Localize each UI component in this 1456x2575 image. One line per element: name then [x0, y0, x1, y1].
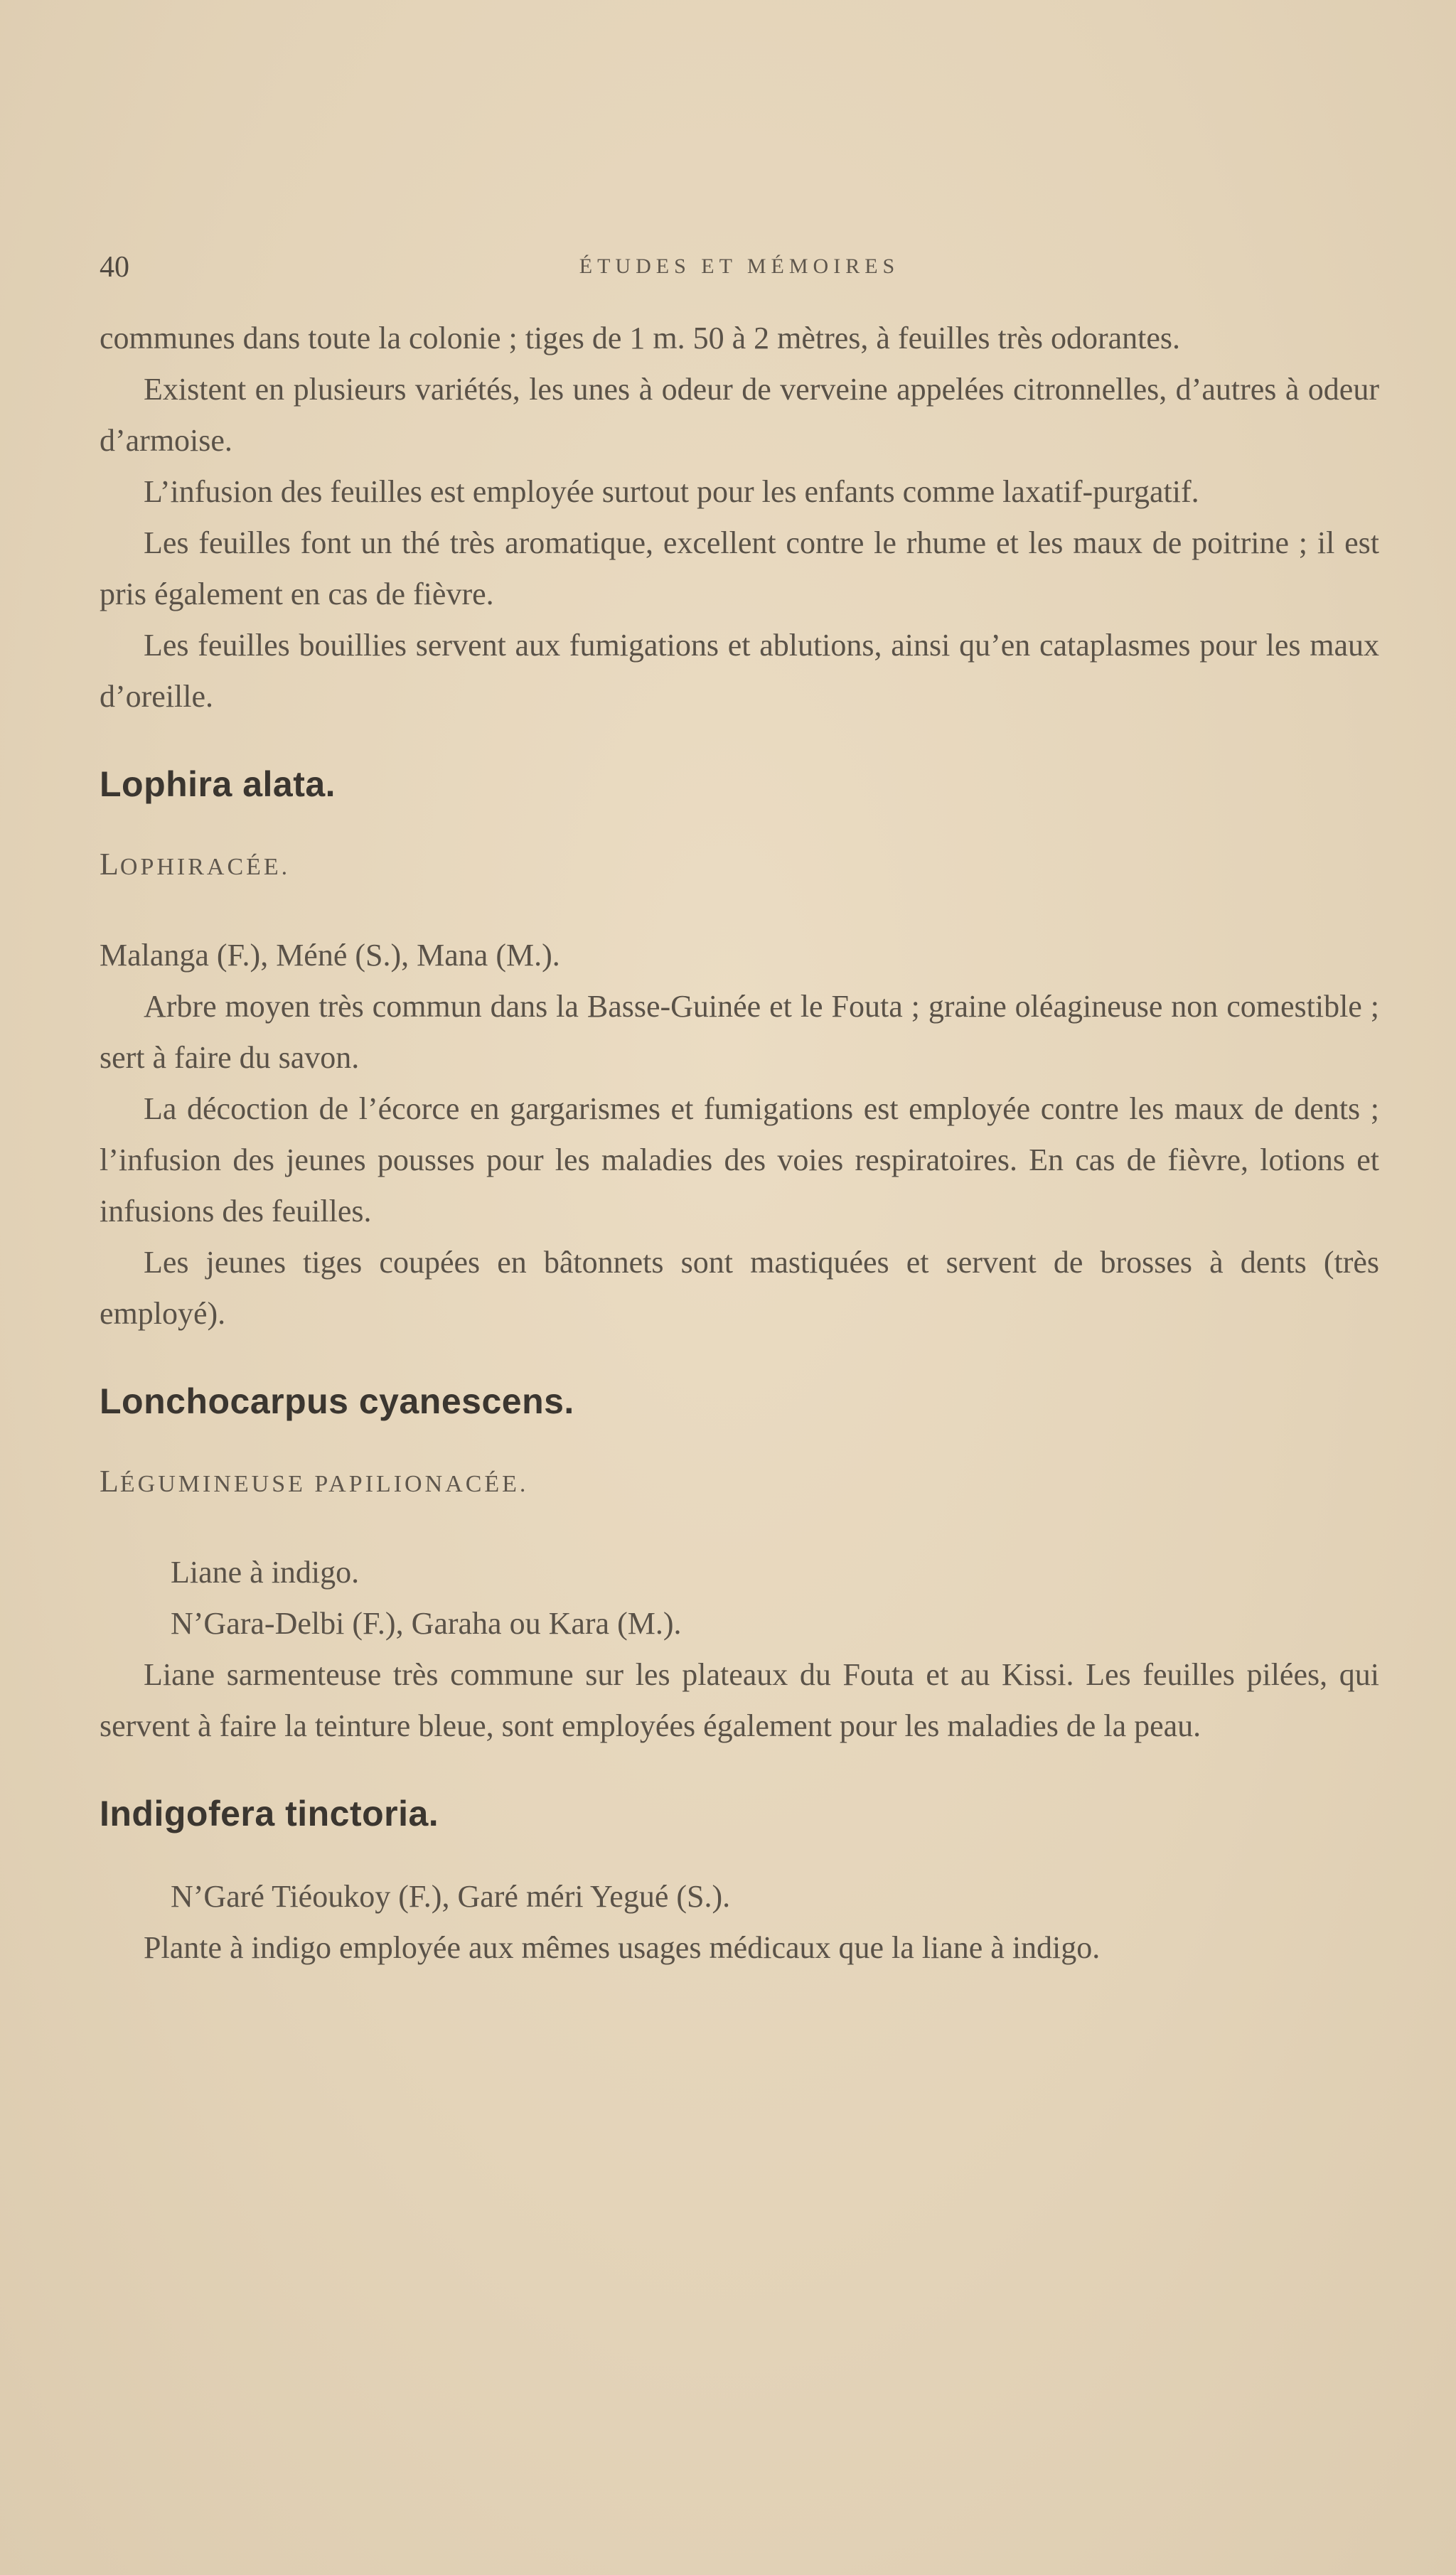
body-paragraph: Liane sarmenteuse très commune sur les plateaux du Fouta et au Kissi. Les feuilles pilées, qui servent à faire la teinture bleue, sont employées également pour les maladies de la peau.	[100, 1657, 1379, 1743]
family-rest: OPHIRACÉE.	[119, 854, 291, 880]
body-paragraph: Existent en plusieurs variétés, les unes à odeur de verveine appelées citronnelles, d’autres à odeur d’armoise.	[100, 372, 1379, 458]
entry-indigofera-tinctoria	[100, 1793, 1379, 1974]
body-paragraph: Les feuilles font un thé très aromatique, excellent contre le rhume et les maux de poitrine ; il est pris également en cas de fièvre.	[100, 525, 1379, 611]
entry-lonchocarpus-cyanescens	[100, 1381, 1379, 1752]
species-heading: Lonchocarpus cyanescens.	[100, 1381, 574, 1421]
body-paragraph: communes dans toute la colonie ; tiges de 1 m. 50 à 2 mètres, à feuilles très odorantes.	[100, 321, 1181, 355]
plant-family	[100, 1456, 1379, 1510]
entry-lophira-alata	[100, 764, 1379, 1339]
running-head: ÉTUDES ET MÉMOIRES	[579, 255, 900, 278]
body-paragraph: L’infusion des feuilles est employée surtout pour les enfants comme laxatif-purgatif.	[144, 474, 1199, 509]
body-paragraph: Arbre moyen très commun dans la Basse-Guinée et le Fouta ; graine oléagineuse non comestible ; sert à faire du savon.	[100, 989, 1379, 1075]
plant-family	[100, 839, 1379, 893]
page-body	[100, 313, 1379, 1974]
body-paragraph: Les feuilles bouillies servent aux fumigations et ablutions, ainsi qu’en cataplasmes pour les maux d’oreille.	[100, 628, 1379, 714]
family-initial: L	[100, 1464, 120, 1499]
page-number: 40	[100, 251, 129, 284]
vernacular-names: Malanga (F.), Méné (S.), Mana (M.).	[100, 938, 560, 973]
species-heading: Lophira alata.	[100, 764, 336, 804]
page-header	[100, 250, 1379, 293]
species-heading: Indigofera tinctoria.	[100, 1794, 439, 1833]
body-paragraph: Les jeunes tiges coupées en bâtonnets sont mastiquées et servent de brosses à dents (très employé).	[100, 1245, 1379, 1331]
common-name: Liane à indigo.	[171, 1555, 360, 1590]
family-initial: L	[100, 847, 120, 882]
body-paragraph: La décoction de l’écorce en gargarismes et fumigations est employée contre les maux de dents ; l’infusion des jeunes pousses pour les maladies des voies respiratoires. En cas de fièvre, lotions et infusions des feuilles.	[100, 1091, 1379, 1228]
vernacular-names: N’Gara-Delbi (F.), Garaha ou Kara (M.).	[171, 1606, 682, 1641]
vernacular-names: N’Garé Tiéoukoy (F.), Garé méri Yegué (S.).	[171, 1879, 731, 1914]
family-rest: ÉGUMINEUSE PAPILIONACÉE.	[119, 1471, 529, 1497]
body-paragraph: Plante à indigo employée aux mêmes usages médicaux que la liane à indigo.	[144, 1930, 1101, 1965]
